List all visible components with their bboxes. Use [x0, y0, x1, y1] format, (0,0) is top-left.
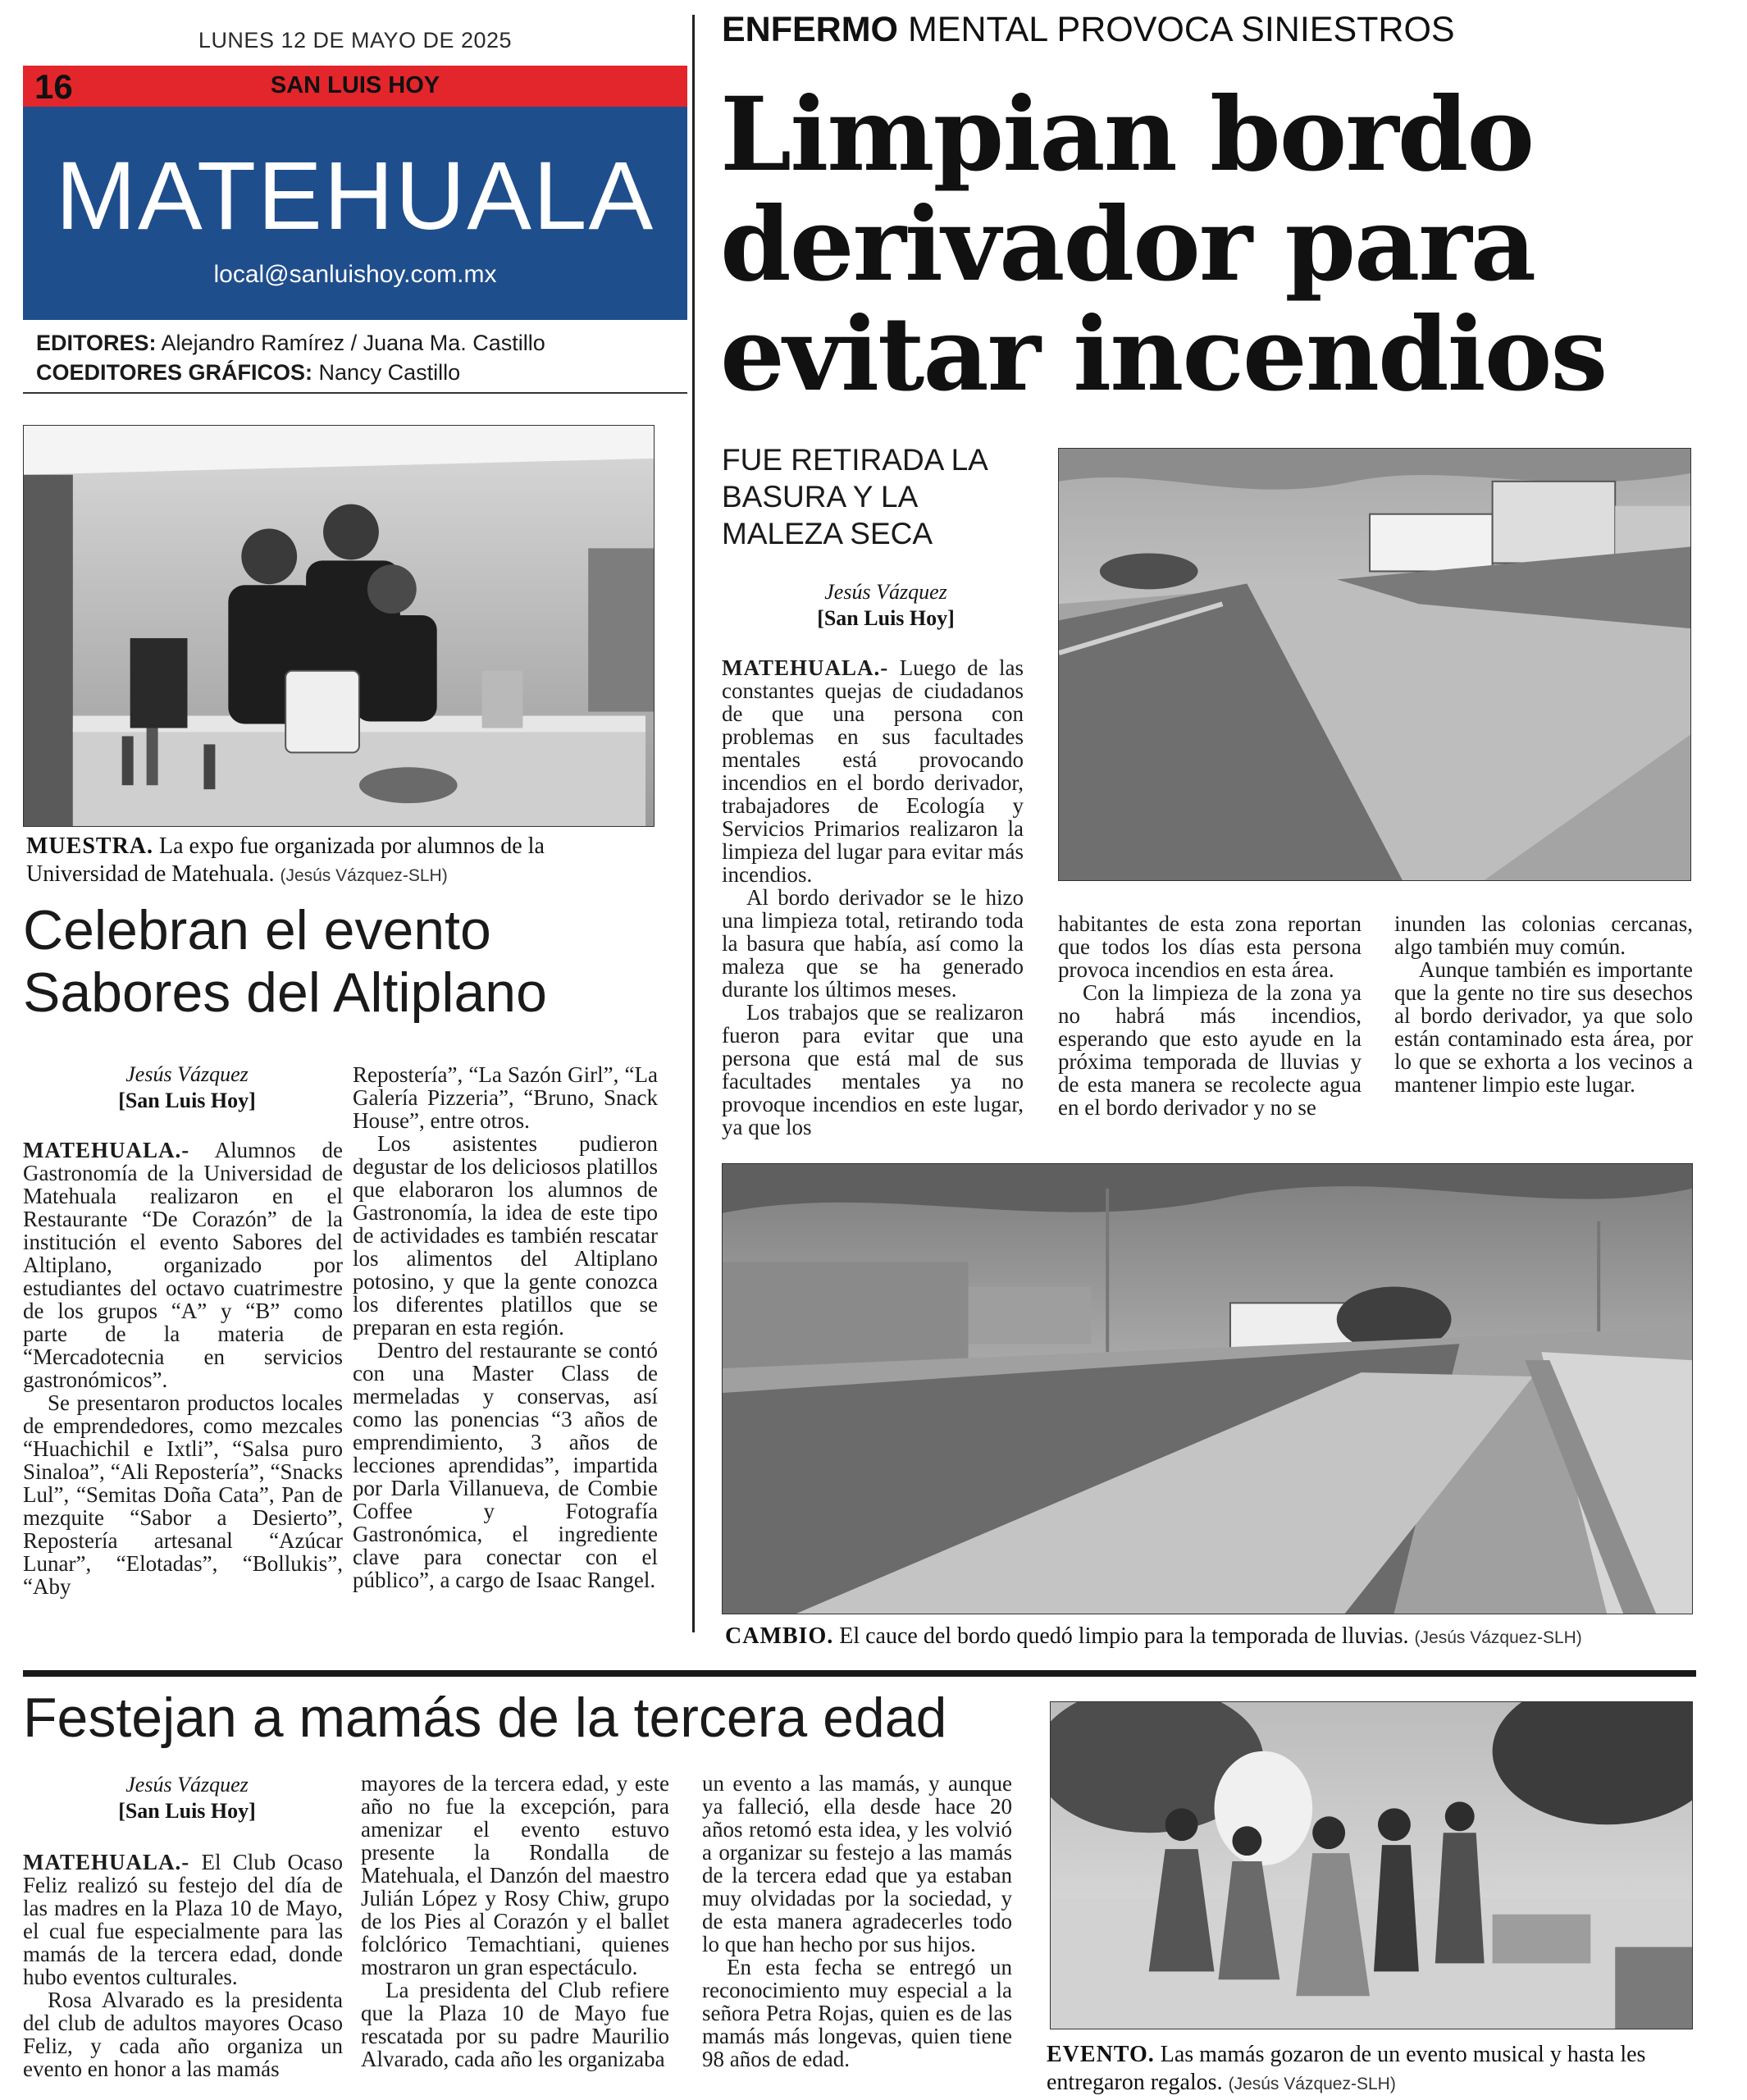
- mamas-column-1: [23, 1851, 343, 2080]
- editors-label: EDITORES:: [36, 331, 157, 355]
- paragraph: El Club Ocaso Feliz realizó su festejo del día de las madres en la Plaza 10 de Mayo, el cual fue especialmente para las mamás de la tercera edad, donde hubo eventos culturales.: [23, 1850, 344, 1989]
- photo-credit: (Jesús Vázquez-SLH): [1414, 1628, 1582, 1647]
- paragraph: inunden las colonias cercanas, algo también muy común.: [1394, 911, 1693, 959]
- paragraph: Alumnos de Gastronomía de la Universidad de Matehuala realizaron en el Restaurante “De Corazón” de la institución el evento Sabores del Altiplano, organizado por estudiantes del octavo cuatrimestre de los grupos “A” y “B” como parte de la materia de “Mercadotecnia en servicios gastronómicos”.: [23, 1138, 344, 1392]
- mamas-byline: [23, 1772, 351, 1824]
- byline-author: Jesús Vázquez: [125, 1062, 249, 1086]
- caption-lead: MUESTRA.: [26, 833, 154, 859]
- kicker-rest: MENTAL PROVOCA SINIESTROS: [907, 10, 1455, 49]
- mamas-photo: [1050, 1701, 1693, 2029]
- bordo-deck: FUE RETIRADA LA BASURA Y LA MALEZA SECA: [722, 443, 987, 550]
- mamas-column-3: [702, 1772, 1012, 2070]
- paragraph: Los trabajos que se realizaron fueron para evitar que una persona que está mal de sus facultades mentales ya no provoque incendios en este lugar, ya que los: [722, 1000, 1024, 1139]
- sabores-column-2: [353, 1063, 658, 1591]
- paragraph: habitantes de esta zona reportan que todos los días esta persona provoca incendios en esta área.: [1058, 911, 1362, 982]
- caption-text: El cauce del bordo quedó limpio para la temporada de lluvias.: [839, 1623, 1409, 1649]
- byline-author: Jesús Vázquez: [125, 1773, 249, 1796]
- caption-lead: EVENTO.: [1047, 2042, 1155, 2067]
- bordo-kicker: [722, 10, 1455, 50]
- bordo-photo-1: [1058, 448, 1691, 881]
- kicker-bold: ENFERMO: [722, 10, 898, 49]
- paragraph: Los asistentes pudieron degustar de los deliciosos platillos que elaboraron los alumnos de Gastronomía, la idea de este tipo de actividades es también rescatar los alimentos del Altiplano potosino, y que la gente conozca los diferentes platillos que se preparan en esta región.: [353, 1131, 658, 1340]
- sabores-column-1: [23, 1139, 343, 1598]
- dateline: MATEHUALA.-: [23, 1850, 190, 1874]
- paragraph: Al bordo derivador se le hizo una limpieza total, retirando toda la basura que había, así como la maleza que se ha generado durante los últimos meses.: [722, 885, 1024, 1002]
- byline-outlet: [San Luis Hoy]: [817, 606, 955, 630]
- paragraph: un evento a las mamás, y aunque ya falleció, ella desde hace 20 años retomó esta idea, y les volvió a organizar su festejo a las mamás de la tercera edad que ya estaban muy olvidadas por la sociedad, y de esta manera agradecerles todo lo que han hecho por sus hijos.: [702, 1771, 1012, 1956]
- bordo-photo-caption: [725, 1623, 1693, 1652]
- byline-outlet: [San Luis Hoy]: [118, 1089, 256, 1112]
- section-divider: [23, 1670, 1696, 1677]
- caption-text: Las mamás gozaron de un evento musical y hasta les entregaron regalos.: [1047, 2042, 1646, 2095]
- mamas-column-2: [361, 1772, 669, 2070]
- editor-credits: [36, 328, 684, 387]
- expo-photo: [23, 425, 655, 827]
- paragraph: Repostería”, “La Sazón Girl”, “La Galería Pizzeria”, “Bruno, Snack House”, entre otros.: [353, 1062, 658, 1133]
- sabores-byline: [23, 1061, 351, 1114]
- graphic-editors-names: Nancy Castillo: [318, 360, 461, 385]
- byline-outlet: [San Luis Hoy]: [118, 1799, 256, 1823]
- paragraph: Rosa Alvarado es la presidenta del club de adultos mayores Ocaso Feliz, y cada año organiza un evento en honor a las mamás: [23, 1988, 343, 2081]
- sabores-headline: Celebran el evento Sabores del Altiplano: [23, 899, 547, 1024]
- bordo-column-2: [1058, 912, 1362, 1119]
- expo-photo-caption: [26, 833, 658, 890]
- paragraph: Dentro del restaurante se contó con una Master Class de mermeladas y conservas, así como las ponencias “3 años de emprendimiento, 3 años de lecciones aprendidas”, impartida por Darla Villanueva, de Combie Coffee y Fotografía Gastronómica, el ingrediente clave para conectar con el público”, a cargo de Isaac Rangel.: [353, 1338, 658, 1592]
- paragraph: Luego de las constantes quejas de ciudadanos de que una persona con problemas en sus facultades mentales está provocando incendios en el bordo derivador, trabajadores de Ecología y Servicios Primarios realizaron la limpieza del lugar para evitar más incendios.: [722, 655, 1024, 887]
- mamas-headline: Festejan a mamás de la tercera edad: [23, 1687, 947, 1749]
- graphic-editors-label: COEDITORES GRÁFICOS:: [36, 360, 313, 385]
- byline-author: Jesús Vázquez: [824, 580, 947, 604]
- newspaper-name: SAN LUIS HOY: [270, 72, 440, 98]
- photo-credit: (Jesús Vázquez-SLH): [280, 866, 448, 885]
- bordo-column-3: [1394, 912, 1693, 1096]
- bordo-headline: Limpian bordo derivador para evitar incendios: [720, 75, 1607, 414]
- paragraph: La presidenta del Club refiere que la Plaza 10 de Mayo fue rescatada por su padre Maurilio Alvarado, cada año les organizaba: [361, 1978, 669, 2071]
- paragraph: Se presentaron productos locales de emprendedores, como mezcales “Huachichil e Ixtli”, “Salsa puro Sinaloa”, “Ali Repostería”, “Snacks Lul”, “Semitas Doña Cata”, Pan de mezquite “Sabor a Desierto”, Repostería artesanal “Azúcar Lunar”, “Elotadas”, “Bollukis”, “Aby: [23, 1390, 343, 1599]
- caption-lead: CAMBIO.: [725, 1623, 834, 1649]
- credits-divider: [23, 392, 687, 394]
- issue-date: LUNES 12 DE MAYO DE 2025: [198, 28, 513, 52]
- column-divider: [692, 15, 695, 1632]
- bordo-byline: [722, 579, 1050, 632]
- bordo-column-1: [722, 656, 1024, 1139]
- photo-credit: (Jesús Vázquez-SLH): [1228, 2075, 1396, 2093]
- dateline: MATEHUALA.-: [23, 1138, 190, 1162]
- section-email: local@sanluishoy.com.mx: [213, 261, 497, 288]
- bordo-photo-2: [722, 1163, 1693, 1614]
- caption-text: La expo fue organizada por alumnos de la Universidad de Matehuala.: [26, 833, 545, 887]
- page-number: 16: [34, 67, 73, 106]
- paragraph: Aunque también es importante que la gente no tire sus desechos al bordo derivador, ya que solo están contaminado esta área, por lo que se exhorta a los vecinos a mantener limpio este lugar.: [1394, 957, 1693, 1097]
- paragraph: En esta fecha se entregó un reconocimiento muy especial a la señora Petra Rojas, quien es de las mamás más longevas, quien tiene 98 años de edad.: [702, 1955, 1012, 2071]
- section-title: MATEHUALA: [55, 142, 655, 250]
- dateline: MATEHUALA.-: [722, 655, 889, 680]
- paragraph: mayores de la tercera edad, y este año no fue la excepción, para amenizar el evento estuvo presente la Rondalla de Matehuala, el Danzón del maestro Julián López y Rosy Chiw, grupo de los Pies al Corazón y el ballet folclórico Temachtiani, quienes mostraron un gran espectáculo.: [361, 1771, 669, 1979]
- paragraph: Con la limpieza de la zona ya no habrá más incendios, esperando que esto ayude en la próxima temporada de lluvias y de esta manera se recolecte agua en el bordo derivador y no se: [1058, 980, 1362, 1120]
- editors-names: Alejandro Ramírez / Juana Ma. Castillo: [161, 331, 545, 355]
- mamas-photo-caption: [1047, 2041, 1693, 2098]
